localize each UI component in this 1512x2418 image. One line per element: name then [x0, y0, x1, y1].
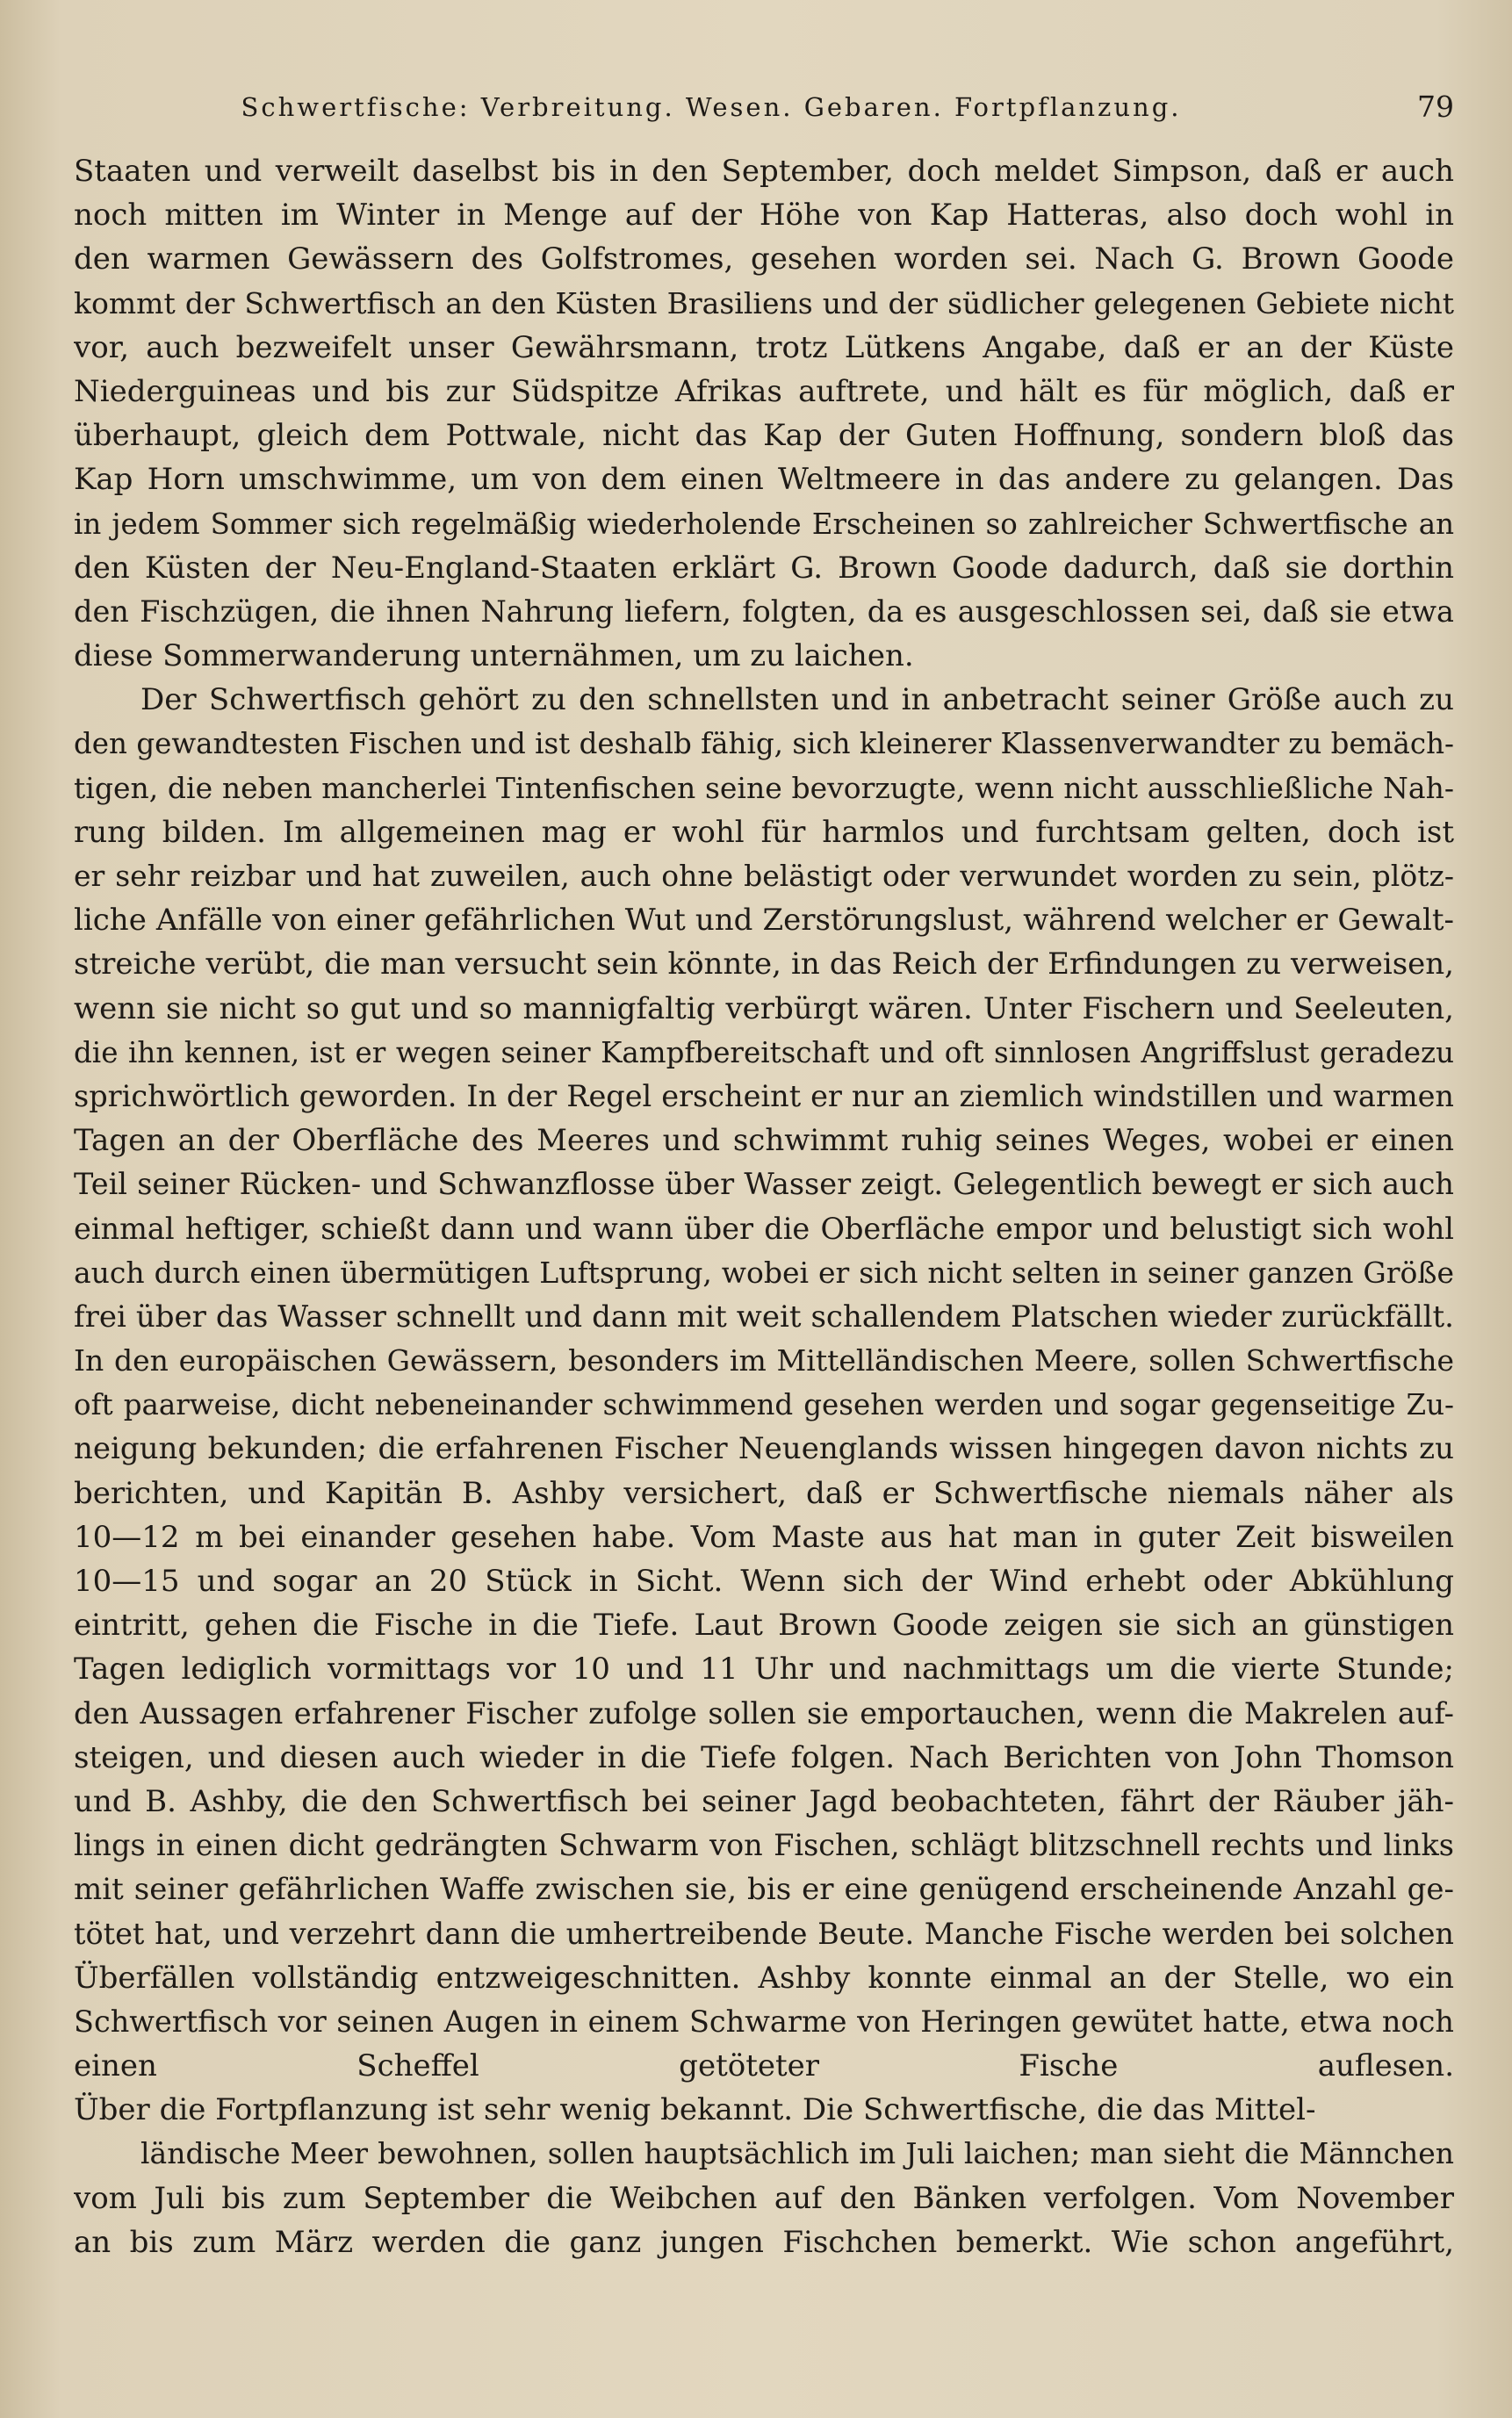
text-line: noch mitten im Winter in Menge auf der Höhe von Kap Hatteras, also doch wohl in	[74, 198, 1454, 234]
text-line: Über die Fortpflanzung ist sehr wenig bekannt. Die Schwertfische, die das Mittel-	[74, 2092, 1316, 2128]
text-line: einen Scheffel getöteter Fische auflesen.	[74, 2048, 1454, 2084]
text-line: 10—15 und sogar an 20 Stück in Sicht. Wenn sich der Wind erhebt oder Abkühlung	[74, 1564, 1454, 1599]
body-text	[74, 149, 1454, 2264]
text-line: den Küsten der Neu-England-Staaten erklärt G. Brown Goode dadurch, daß sie dorthin	[74, 550, 1454, 586]
text-line: vor, auch bezweifelt unser Gewährsmann, trotz Lütkens Angabe, daß er an der Küste	[74, 329, 1454, 365]
text-line: Staaten und verweilt daselbst bis in den September, doch meldet Simpson, daß er auch	[74, 154, 1454, 189]
text-line: sprichwörtlich geworden. In der Regel erscheint er nur an ziemlich windstillen und warmen	[74, 1078, 1454, 1113]
text-line: rung bilden. Im allgemeinen mag er wohl für harmlos und furchtsam gelten, doch ist	[74, 814, 1454, 850]
text-line: eintritt, gehen die Fische in die Tiefe. Laut Brown Goode zeigen sie sich an günstigen	[74, 1608, 1454, 1644]
text-line: den Aussagen erfahrener Fischer zufolge sollen sie emportauchen, wenn die Makrelen auf-	[74, 1695, 1454, 1731]
text-line: 10—12 m bei einander gesehen habe. Vom Maste aus hat man in guter Zeit bisweilen	[74, 1519, 1454, 1555]
text-line: berichten, und Kapitän B. Ashby versichert, daß er Schwertfische niemals näher als	[74, 1475, 1454, 1511]
page-header	[74, 84, 1454, 130]
text-line: überhaupt, gleich dem Pottwale, nicht das Kap der Guten Hoffnung, sondern bloß das	[74, 418, 1454, 454]
text-line: lings in einen dicht gedrängten Schwarm von Fischen, schlägt blitzschnell rechts und links	[74, 1828, 1454, 1863]
text-line: frei über das Wasser schnellt und dann mit weit schallendem Platschen wieder zurückfällt.	[74, 1299, 1454, 1335]
text-line: Kap Horn umschwimme, um von dem einen Weltmeere in das andere zu gelangen. Das	[74, 462, 1454, 498]
text-line: oft paarweise, dicht nebeneinander schwimmend gesehen werden und sogar gegenseitige Zu-	[74, 1388, 1454, 1422]
text-line: liche Anfälle von einer gefährlichen Wut und Zerstörungslust, während welcher er Gewalt-	[74, 903, 1454, 939]
text-line: den gewandtesten Fischen und ist deshalb fähig, sich kleinerer Klassenverwandter zu bemäch-	[74, 727, 1454, 761]
text-line: streiche verübt, die man versucht sein könnte, in das Reich der Erfindungen zu verweisen,	[74, 946, 1454, 982]
text-line: er sehr reizbar und hat zuweilen, auch ohne belästigt oder verwundet worden zu sein, plötz-	[74, 859, 1454, 893]
text-line: steigen, und diesen auch wieder in die Tiefe folgen. Nach Berichten von John Thomson	[74, 1739, 1454, 1775]
text-line: den Fischzügen, die ihnen Nahrung liefern, folgten, da es ausgeschlossen sei, daß sie etwa	[74, 594, 1454, 629]
text-line: Überfällen vollständig entzweigeschnitten. Ashby konnte einmal an der Stelle, wo ein	[74, 1960, 1454, 1996]
text-line: vom Juli bis zum September die Weibchen auf den Bänken verfolgen. Vom November	[74, 2180, 1454, 2216]
text-line: ländische Meer bewohnen, sollen hauptsächlich im Juli laichen; man sieht die Männchen	[140, 2136, 1454, 2171]
text-line: und B. Ashby, die den Schwertfisch bei seiner Jagd beobachteten, fährt der Räuber jäh-	[74, 1783, 1454, 1819]
text-line: tötet hat, und verzehrt dann die umhertreibende Beute. Manche Fische werden bei solchen	[74, 1916, 1454, 1951]
text-line: Der Schwertfisch gehört zu den schnellsten und in anbetracht seiner Größe auch zu	[140, 682, 1454, 718]
text-line: auch durch einen übermütigen Luftsprung, wobei er sich nicht selten in seiner ganzen Größe	[74, 1255, 1454, 1290]
text-line: neigung bekunden; die erfahrenen Fischer Neuenglands wissen hingegen davon nichts zu	[74, 1431, 1454, 1467]
text-line: diese Sommerwanderung unternähmen, um zu laichen.	[74, 638, 914, 674]
text-line: Tagen an der Oberfläche des Meeres und schwimmt ruhig seines Weges, wobei er einen	[74, 1123, 1454, 1159]
text-line: In den europäischen Gewässern, besonders im Mittelländischen Meere, sollen Schwertfische	[74, 1343, 1454, 1378]
text-line: den warmen Gewässern des Golfstromes, gesehen worden sei. Nach G. Brown Goode	[74, 241, 1454, 277]
text-line: Niederguineas und bis zur Südspitze Afrikas auftrete, und hält es für möglich, daß er	[74, 373, 1454, 409]
text-line: die ihn kennen, ist er wegen seiner Kampfbereitschaft und oft sinnlosen Angriffslust geradezu	[74, 1035, 1454, 1069]
text-line: in jedem Sommer sich regelmäßig wiederholende Erscheinen so zahlreicher Schwertfische an	[74, 507, 1454, 541]
text-line: tigen, die neben mancherlei Tintenfischen seine bevorzugte, wenn nicht ausschließliche Nah-	[74, 770, 1454, 805]
page-number: 79	[1417, 90, 1454, 124]
text-line: wenn sie nicht so gut und so mannigfaltig verbürgt wären. Unter Fischern und Seeleuten,	[74, 990, 1454, 1026]
text-line: Tagen lediglich vormittags vor 10 und 11 Uhr und nachmittags um die vierte Stunde;	[74, 1652, 1454, 1688]
text-line: Teil seiner Rücken- und Schwanzflosse über Wasser zeigt. Gelegentlich bewegt er sich auch	[74, 1167, 1454, 1202]
text-line: einmal heftiger, schießt dann und wann über die Oberfläche empor und belustigt sich wohl	[74, 1211, 1454, 1246]
text-line: kommt der Schwertfisch an den Küsten Brasiliens und der südlicher gelegenen Gebiete nicht	[74, 285, 1454, 320]
text-line: an bis zum März werden die ganz jungen Fischchen bemerkt. Wie schon angeführt,	[74, 2224, 1454, 2260]
text-line: mit seiner gefährlichen Waffe zwischen sie, bis er eine genügend erscheinende Anzahl ge-	[74, 1872, 1454, 1908]
running-title: Schwertfische: Verbreitung. Wesen. Gebaren. Fortpflanzung.	[241, 92, 1182, 122]
text-line: Schwertfisch vor seinen Augen in einem Schwarme von Heringen gewütet hatte, etwa noch	[74, 2004, 1454, 2039]
